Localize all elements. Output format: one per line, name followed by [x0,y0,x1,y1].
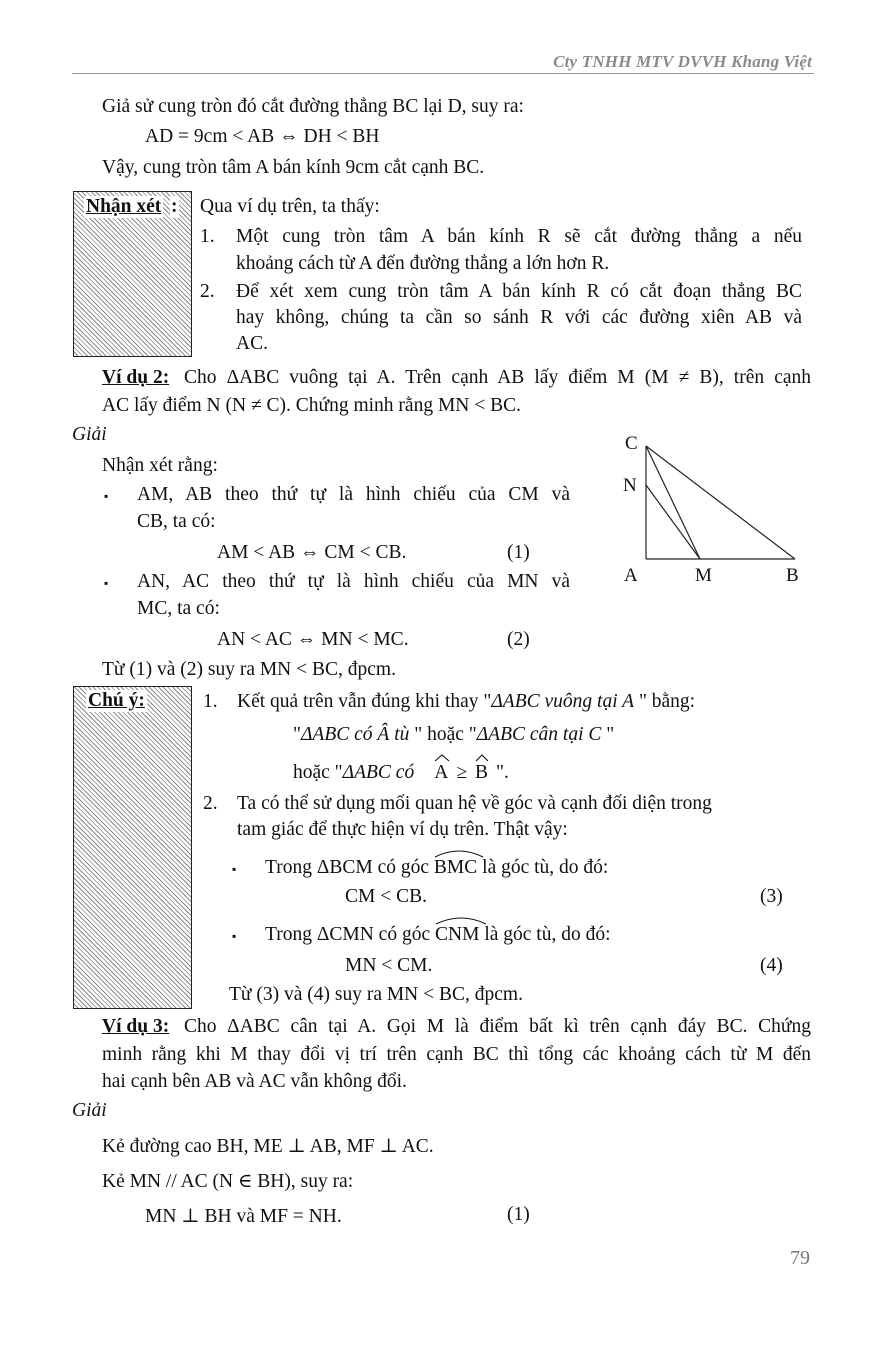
note-lead: Qua ví dụ trên, ta thấy: [200,196,380,217]
attention-hatch-box [73,686,192,1009]
note-item-1-num: 1. [200,226,215,247]
attention-item-1-line-3: hoặc "ΔABC có A ≥ B ". [293,762,509,784]
example-3-line-3: hai cạnh bên AB và AC vẫn không đổi. [102,1071,407,1092]
example-3-line-2: minh rằng khi M thay đổi vị trí trên cạnh BC thì tổng các khoảng cách từ M đến [102,1044,811,1065]
equation-1: AM < AB ⇔ CM < CB. [217,542,407,563]
angle-bmc-arc: BMC [434,857,477,879]
bullet-1-marker: ▪ [104,489,109,503]
example-2-solution-heading: Giải [72,424,107,445]
segment-nm [646,485,700,559]
bullet-1-line-2: CB, ta có: [137,511,216,532]
example-2-line-1: Cho ΔABC vuông tại A. Trên cạnh AB lấy điểm M (M ≠ B), trên cạnh [184,367,811,388]
example-3-step-2: Kẻ MN // AC (N ∈ BH), suy ra: [102,1171,354,1192]
note-item-2-num: 2. [200,281,215,302]
intro-line-1: Giả sử cung tròn đó cắt đường thẳng BC lại D, suy ra: [102,96,524,117]
point-label-b: B [786,565,799,586]
point-label-m: M [695,565,712,586]
example-3-step-1: Kẻ đường cao BH, ME ⊥ AB, MF ⊥ AC. [102,1136,434,1157]
example-2-line-2: AC lấy điểm N (N ≠ C). Chứng minh rằng MN < BC. [102,395,522,416]
attention-item-2-line-2: tam giác để thực hiện ví dụ trên. Thật vậy: [237,819,568,840]
note-item-2-line-1: Để xét xem cung tròn tâm A bán kính R có cắt đoạn thẳng BC [236,281,802,302]
equation-3: CM < CB. [345,886,427,907]
attention-item-1-line-1: Kết quả trên vẫn đúng khi thay "ΔABC vuông tại A " bằng: [237,691,696,712]
note-label: Nhận xét [86,196,162,217]
header-rule [72,73,814,74]
note-item-1-line-2: khoảng cách từ A đến đường thẳng a lớn hơn R. [236,253,610,274]
intro-line-2: AD = 9cm < AB ⇔ DH < BH [145,126,380,147]
example-2-conclusion: Từ (1) và (2) suy ra MN < BC, đpcm. [102,659,396,680]
sub-bullet-2-marker: ▪ [232,929,237,943]
equation-4-number: (4) [760,955,783,976]
equation-3-number: (3) [760,886,783,907]
angle-a-hat: A [434,762,448,784]
angle-b-hat: B [475,762,488,784]
bullet-2-marker: ▪ [104,576,109,590]
equation-2-number: (2) [507,629,530,650]
example-3-line-1: Cho ΔABC cân tại A. Gọi M là điểm bất kì trên cạnh đáy BC. Chứng [184,1016,811,1037]
attention-item-1-num: 1. [203,691,218,712]
example-3-solution-heading: Giải [72,1100,107,1121]
point-label-c: C [625,433,638,454]
segment-cm [646,446,700,559]
note-label-colon: : [171,196,178,217]
attention-item-1-line-2: "ΔABC có Â tù " hoặc "ΔABC cân tại C " [293,724,615,745]
bullet-1-line-1: AM, AB theo thứ tự là hình chiếu của CM và [137,484,570,505]
bullet-2-line-1: AN, AC theo thứ tự là hình chiếu của MN và [137,571,570,592]
sub-bullet-1-line: Trong ΔBCM có góc BMC là góc tù, do đó: [265,857,608,879]
equation-4: MN < CM. [345,955,433,976]
note-item-2-line-3: AC. [236,333,268,354]
attention-item-2-line-1: Ta có thể sử dụng mối quan hệ về góc và cạnh đối diện trong [237,793,712,814]
attention-label: Chú ý: [88,690,145,711]
example-3-label: Ví dụ 3: [102,1016,170,1037]
bullet-2-line-2: MC, ta có: [137,598,220,619]
triangle-figure [615,428,815,593]
example-3-equation-number: (1) [507,1204,530,1225]
note-item-1-line-1: Một cung tròn tâm A bán kính R sẽ cắt đường thẳng a nếu [236,226,802,247]
example-2-remark: Nhận xét rằng: [102,455,218,476]
attention-item-2-num: 2. [203,793,218,814]
intro-line-3: Vậy, cung tròn tâm A bán kính 9cm cắt cạnh BC. [102,157,485,178]
equation-1-number: (1) [507,542,530,563]
point-label-n: N [623,475,637,496]
running-header: Cty TNHH MTV DVVH Khang Việt [553,52,812,71]
example-2-label: Ví dụ 2: [102,367,170,388]
page-number: 79 [790,1247,810,1269]
example-3-equation: MN ⊥ BH và MF = NH. [145,1206,342,1227]
point-label-a: A [624,565,638,586]
sub-bullet-2-line: Trong ΔCMN có góc CNM là góc tù, do đó: [265,924,611,946]
equation-2: AN < AC ⇔ MN < MC. [217,629,409,650]
note-item-2-line-2: hay không, chúng ta cần so sánh R với các đường xiên AB và [236,307,802,328]
sub-bullet-1-marker: ▪ [232,862,237,876]
angle-cnm-arc: CNM [435,924,479,946]
attention-conclusion: Từ (3) và (4) suy ra MN < BC, đpcm. [229,984,523,1005]
segment-cb [646,446,795,559]
